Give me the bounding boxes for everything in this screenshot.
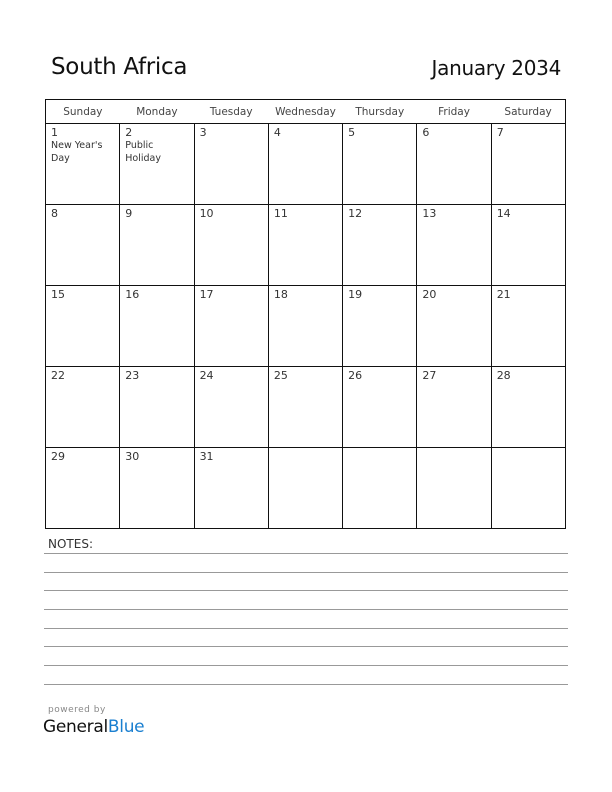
note-line bbox=[44, 646, 568, 647]
day-cell bbox=[194, 448, 268, 529]
note-line bbox=[44, 684, 568, 685]
day-number: 20 bbox=[422, 288, 437, 301]
day-number: 8 bbox=[51, 207, 58, 220]
day-cell bbox=[120, 448, 194, 529]
day-cell bbox=[46, 448, 120, 529]
day-number: 24 bbox=[199, 369, 214, 382]
day-number: 14 bbox=[496, 207, 511, 220]
holiday-label: New Year's Day bbox=[51, 140, 103, 164]
day-cell bbox=[343, 124, 417, 205]
day-number: 23 bbox=[125, 369, 140, 382]
day-number: 11 bbox=[273, 207, 288, 220]
holiday-label: Public Holiday bbox=[125, 140, 161, 164]
weekday-header: Monday bbox=[120, 100, 194, 124]
day-cell bbox=[194, 286, 268, 367]
day-number: 1 bbox=[51, 126, 58, 139]
month-year-title: January 2034 bbox=[431, 56, 561, 80]
day-number: 29 bbox=[51, 450, 65, 463]
day-number: 16 bbox=[125, 288, 140, 301]
notes-label: NOTES: bbox=[48, 537, 93, 551]
day-number: 30 bbox=[125, 450, 140, 463]
day-cell bbox=[491, 124, 565, 205]
day-number: 28 bbox=[496, 369, 511, 382]
day-number: 31 bbox=[199, 450, 214, 463]
day-number: 15 bbox=[51, 288, 65, 301]
day-number: 6 bbox=[422, 126, 430, 139]
day-number: 5 bbox=[348, 126, 356, 139]
day-cell bbox=[417, 367, 491, 448]
day-cell bbox=[46, 286, 120, 367]
day-cell bbox=[491, 448, 565, 529]
day-cell bbox=[268, 124, 342, 205]
weekday-header: Tuesday bbox=[194, 100, 268, 124]
day-cell bbox=[268, 205, 342, 286]
day-cell bbox=[491, 205, 565, 286]
day-cell bbox=[268, 286, 342, 367]
note-line bbox=[44, 572, 568, 573]
day-number: 2 bbox=[125, 126, 133, 139]
day-number: 17 bbox=[199, 288, 214, 301]
day-cell bbox=[491, 367, 565, 448]
note-line bbox=[44, 628, 568, 629]
week-row bbox=[46, 205, 566, 286]
day-cell bbox=[491, 286, 565, 367]
day-cell bbox=[268, 448, 342, 529]
day-number: 25 bbox=[273, 369, 288, 382]
day-number: 3 bbox=[199, 126, 207, 139]
weekday-header: Thursday bbox=[343, 100, 417, 124]
day-number: 21 bbox=[496, 288, 511, 301]
day-number: 27 bbox=[422, 369, 437, 382]
calendar-grid bbox=[45, 99, 566, 529]
day-number: 19 bbox=[348, 288, 363, 301]
weekday-header: Wednesday bbox=[268, 100, 342, 124]
day-cell bbox=[343, 448, 417, 529]
day-number: 10 bbox=[199, 207, 214, 220]
brand-blue: Blue bbox=[107, 717, 145, 737]
day-cell bbox=[120, 205, 194, 286]
week-row bbox=[46, 286, 566, 367]
note-line bbox=[44, 553, 568, 554]
day-number: 26 bbox=[348, 369, 363, 382]
day-cell bbox=[46, 205, 120, 286]
day-number: 22 bbox=[51, 369, 65, 382]
brand-general: General bbox=[43, 717, 108, 737]
day-cell bbox=[417, 286, 491, 367]
day-cell bbox=[343, 367, 417, 448]
weekday-header: Saturday bbox=[491, 100, 565, 124]
day-cell bbox=[194, 367, 268, 448]
day-number: 4 bbox=[273, 126, 281, 139]
powered-by-text: powered by bbox=[48, 705, 106, 715]
day-cell bbox=[46, 124, 120, 205]
week-row bbox=[46, 124, 566, 205]
weekday-header: Sunday bbox=[46, 100, 120, 124]
week-row bbox=[46, 448, 566, 529]
day-cell bbox=[343, 286, 417, 367]
weekday-header-row bbox=[46, 100, 566, 124]
note-line bbox=[44, 609, 568, 610]
day-cell bbox=[120, 286, 194, 367]
day-number: 9 bbox=[125, 207, 133, 220]
day-cell bbox=[417, 448, 491, 529]
day-cell bbox=[343, 205, 417, 286]
country-title: South Africa bbox=[51, 54, 188, 80]
day-cell bbox=[46, 367, 120, 448]
note-line bbox=[44, 665, 568, 666]
week-row bbox=[46, 367, 566, 448]
note-line bbox=[44, 590, 568, 591]
day-cell bbox=[120, 124, 194, 205]
day-cell bbox=[194, 205, 268, 286]
day-cell bbox=[268, 367, 342, 448]
day-cell bbox=[417, 205, 491, 286]
day-cell bbox=[194, 124, 268, 205]
day-cell bbox=[417, 124, 491, 205]
day-number: 13 bbox=[422, 207, 437, 220]
day-number: 18 bbox=[273, 288, 288, 301]
day-cell bbox=[120, 367, 194, 448]
generalblue-logo bbox=[43, 717, 144, 737]
day-number: 12 bbox=[348, 207, 363, 220]
weekday-header: Friday bbox=[417, 100, 491, 124]
day-number: 7 bbox=[496, 126, 504, 139]
